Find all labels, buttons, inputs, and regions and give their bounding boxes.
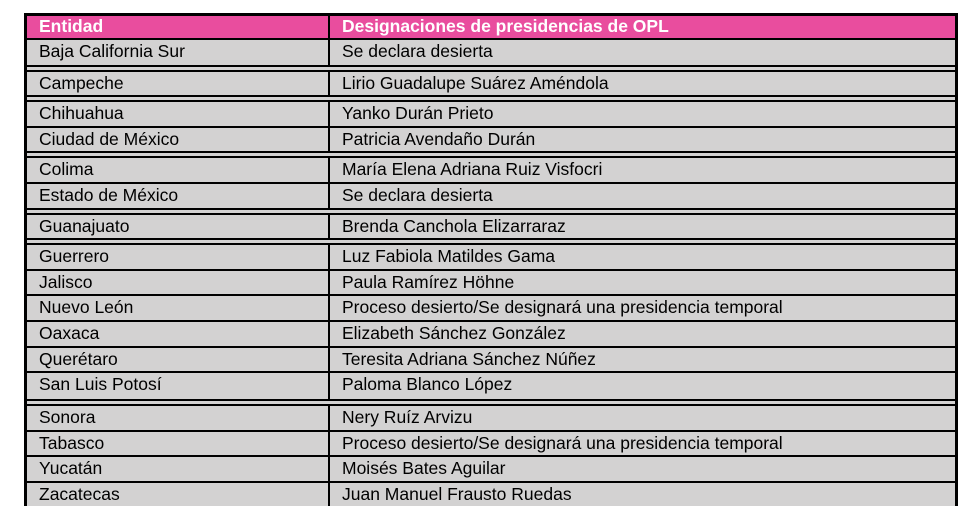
designacion-cell: Proceso desierto/Se designará una presidencia temporal <box>342 297 783 318</box>
entidad-cell: Jalisco <box>27 271 330 295</box>
table-row <box>27 184 955 210</box>
designacion-cell: Paloma Blanco López <box>342 374 513 395</box>
designacion-cell: Paula Ramírez Höhne <box>342 271 515 292</box>
entidad-cell: Guerrero <box>27 245 330 269</box>
entidad-cell: Tabasco <box>27 432 330 456</box>
opl-designations-table <box>24 13 958 506</box>
entidad-cell: Sonora <box>27 406 330 430</box>
table-row <box>27 271 955 297</box>
entidad-cell: Ciudad de México <box>27 128 330 152</box>
table-row <box>27 128 955 154</box>
entidad-cell: Zacatecas <box>27 483 330 506</box>
entidad-cell: Oaxaca <box>27 322 330 346</box>
designacion-cell: Yanko Durán Prieto <box>342 103 494 124</box>
designacion-cell: Teresita Adriana Sánchez Núñez <box>342 348 596 369</box>
designacion-cell: Luz Fabiola Matildes Gama <box>342 246 556 267</box>
designacion-cell: Juan Manuel Frausto Ruedas <box>342 483 572 504</box>
table-row <box>27 156 955 184</box>
table-row <box>27 322 955 348</box>
entidad-cell: Colima <box>27 158 330 182</box>
table-row <box>27 296 955 322</box>
entidad-cell: Yucatán <box>27 457 330 481</box>
designacion-cell: Brenda Canchola Elizarraraz <box>342 215 566 236</box>
table-row <box>27 348 955 374</box>
column-header-entidad: Entidad <box>27 16 330 38</box>
table-body <box>27 40 955 506</box>
table-header-row <box>27 16 955 40</box>
entidad-cell: Campeche <box>27 72 330 96</box>
designacion-cell: Moisés Bates Aguilar <box>342 458 506 479</box>
entidad-cell: San Luis Potosí <box>27 373 330 399</box>
table-row <box>27 100 955 128</box>
designacion-cell: Se declara desierta <box>342 40 493 61</box>
designacion-cell: Lirio Guadalupe Suárez Améndola <box>342 72 609 93</box>
table-row <box>27 213 955 241</box>
entidad-cell: Querétaro <box>27 348 330 372</box>
entidad-cell: Estado de México <box>27 184 330 208</box>
table-row <box>27 483 955 506</box>
designacion-cell: María Elena Adriana Ruiz Visfocri <box>342 159 603 180</box>
entidad-cell: Baja California Sur <box>27 40 330 65</box>
table-row <box>27 457 955 483</box>
column-header-designaciones: Designaciones de presidencias de OPL <box>342 16 669 36</box>
table-row <box>27 70 955 98</box>
entidad-cell: Nuevo León <box>27 296 330 320</box>
table-row <box>27 243 955 271</box>
designacion-cell: Se declara desierta <box>342 184 493 205</box>
table-row <box>27 40 955 67</box>
designacion-cell: Elizabeth Sánchez González <box>342 322 566 343</box>
table-row <box>27 373 955 401</box>
designacion-cell: Proceso desierto/Se designará una presidencia temporal <box>342 432 783 453</box>
table-row <box>27 432 955 458</box>
entidad-cell: Guanajuato <box>27 215 330 239</box>
designacion-cell: Patricia Avendaño Durán <box>342 128 536 149</box>
entidad-cell: Chihuahua <box>27 102 330 126</box>
designacion-cell: Nery Ruíz Arvizu <box>342 407 473 428</box>
table-row <box>27 404 955 432</box>
